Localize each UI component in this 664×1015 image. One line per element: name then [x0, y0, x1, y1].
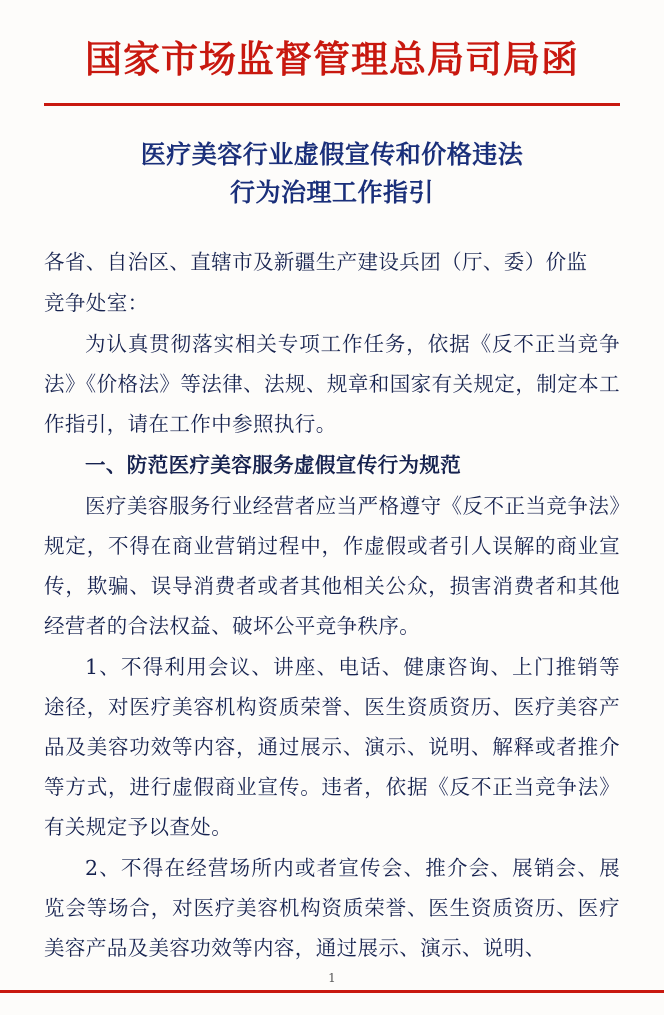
paragraph-section-one-intro: 医疗美容服务行业经营者应当严格遵守《反不正当竞争法》规定，不得在商业营销过程中，作虚假或者引人误解的商业宣传，欺骗、误导消费者或者其他相关公众，损害消费者和其他经营者的合法权益、破坏公平竞争秩序。 [44, 493, 620, 638]
document-body [44, 243, 620, 968]
list-item-2: 2、不得在经营场所内或者宣传会、推介会、展销会、展览会等场合，对医疗美容机构资质荣誉、医生资质资历、医疗美容产品及美容功效等内容，通过展示、演示、说明、 [44, 855, 620, 960]
footer-divider [0, 990, 664, 993]
section-heading-one: 一、防范医疗美容服务虚假宣传行为规范 [85, 452, 462, 477]
masthead-divider [44, 103, 620, 106]
addressee-line-1: 各省、自治区、直辖市及新疆生产建设兵团（厅、委）价监 [44, 250, 588, 275]
page-title [44, 136, 620, 214]
list-item-1: 1、不得利用会议、讲座、电话、健康咨询、上门推销等途径，对医疗美容机构资质荣誉、医生资质资历、医疗美容产品及美容功效等内容，通过展示、演示、说明、解释或者推介等方式，进行虚假商业宣传。违者，依据《反不正当竞争法》有关规定予以查处。 [44, 654, 620, 839]
page-title-line-2: 行为治理工作指引 [229, 178, 434, 208]
page-title-line-1: 医疗美容行业虚假宣传和价格违法 [140, 139, 524, 169]
masthead-title: 国家市场监督管理总局司局函 [85, 37, 579, 81]
masthead [44, 0, 620, 106]
page-number: 1 [328, 971, 336, 985]
addressee-line-2: 竞争处室： [44, 291, 149, 316]
paragraph-intro: 为认真贯彻落实相关专项工作任务，依据《反不正当竞争法》《价格法》等法律、法规、规章和国家有关规定，制定本工作指引，请在工作中参照执行。 [44, 331, 620, 436]
